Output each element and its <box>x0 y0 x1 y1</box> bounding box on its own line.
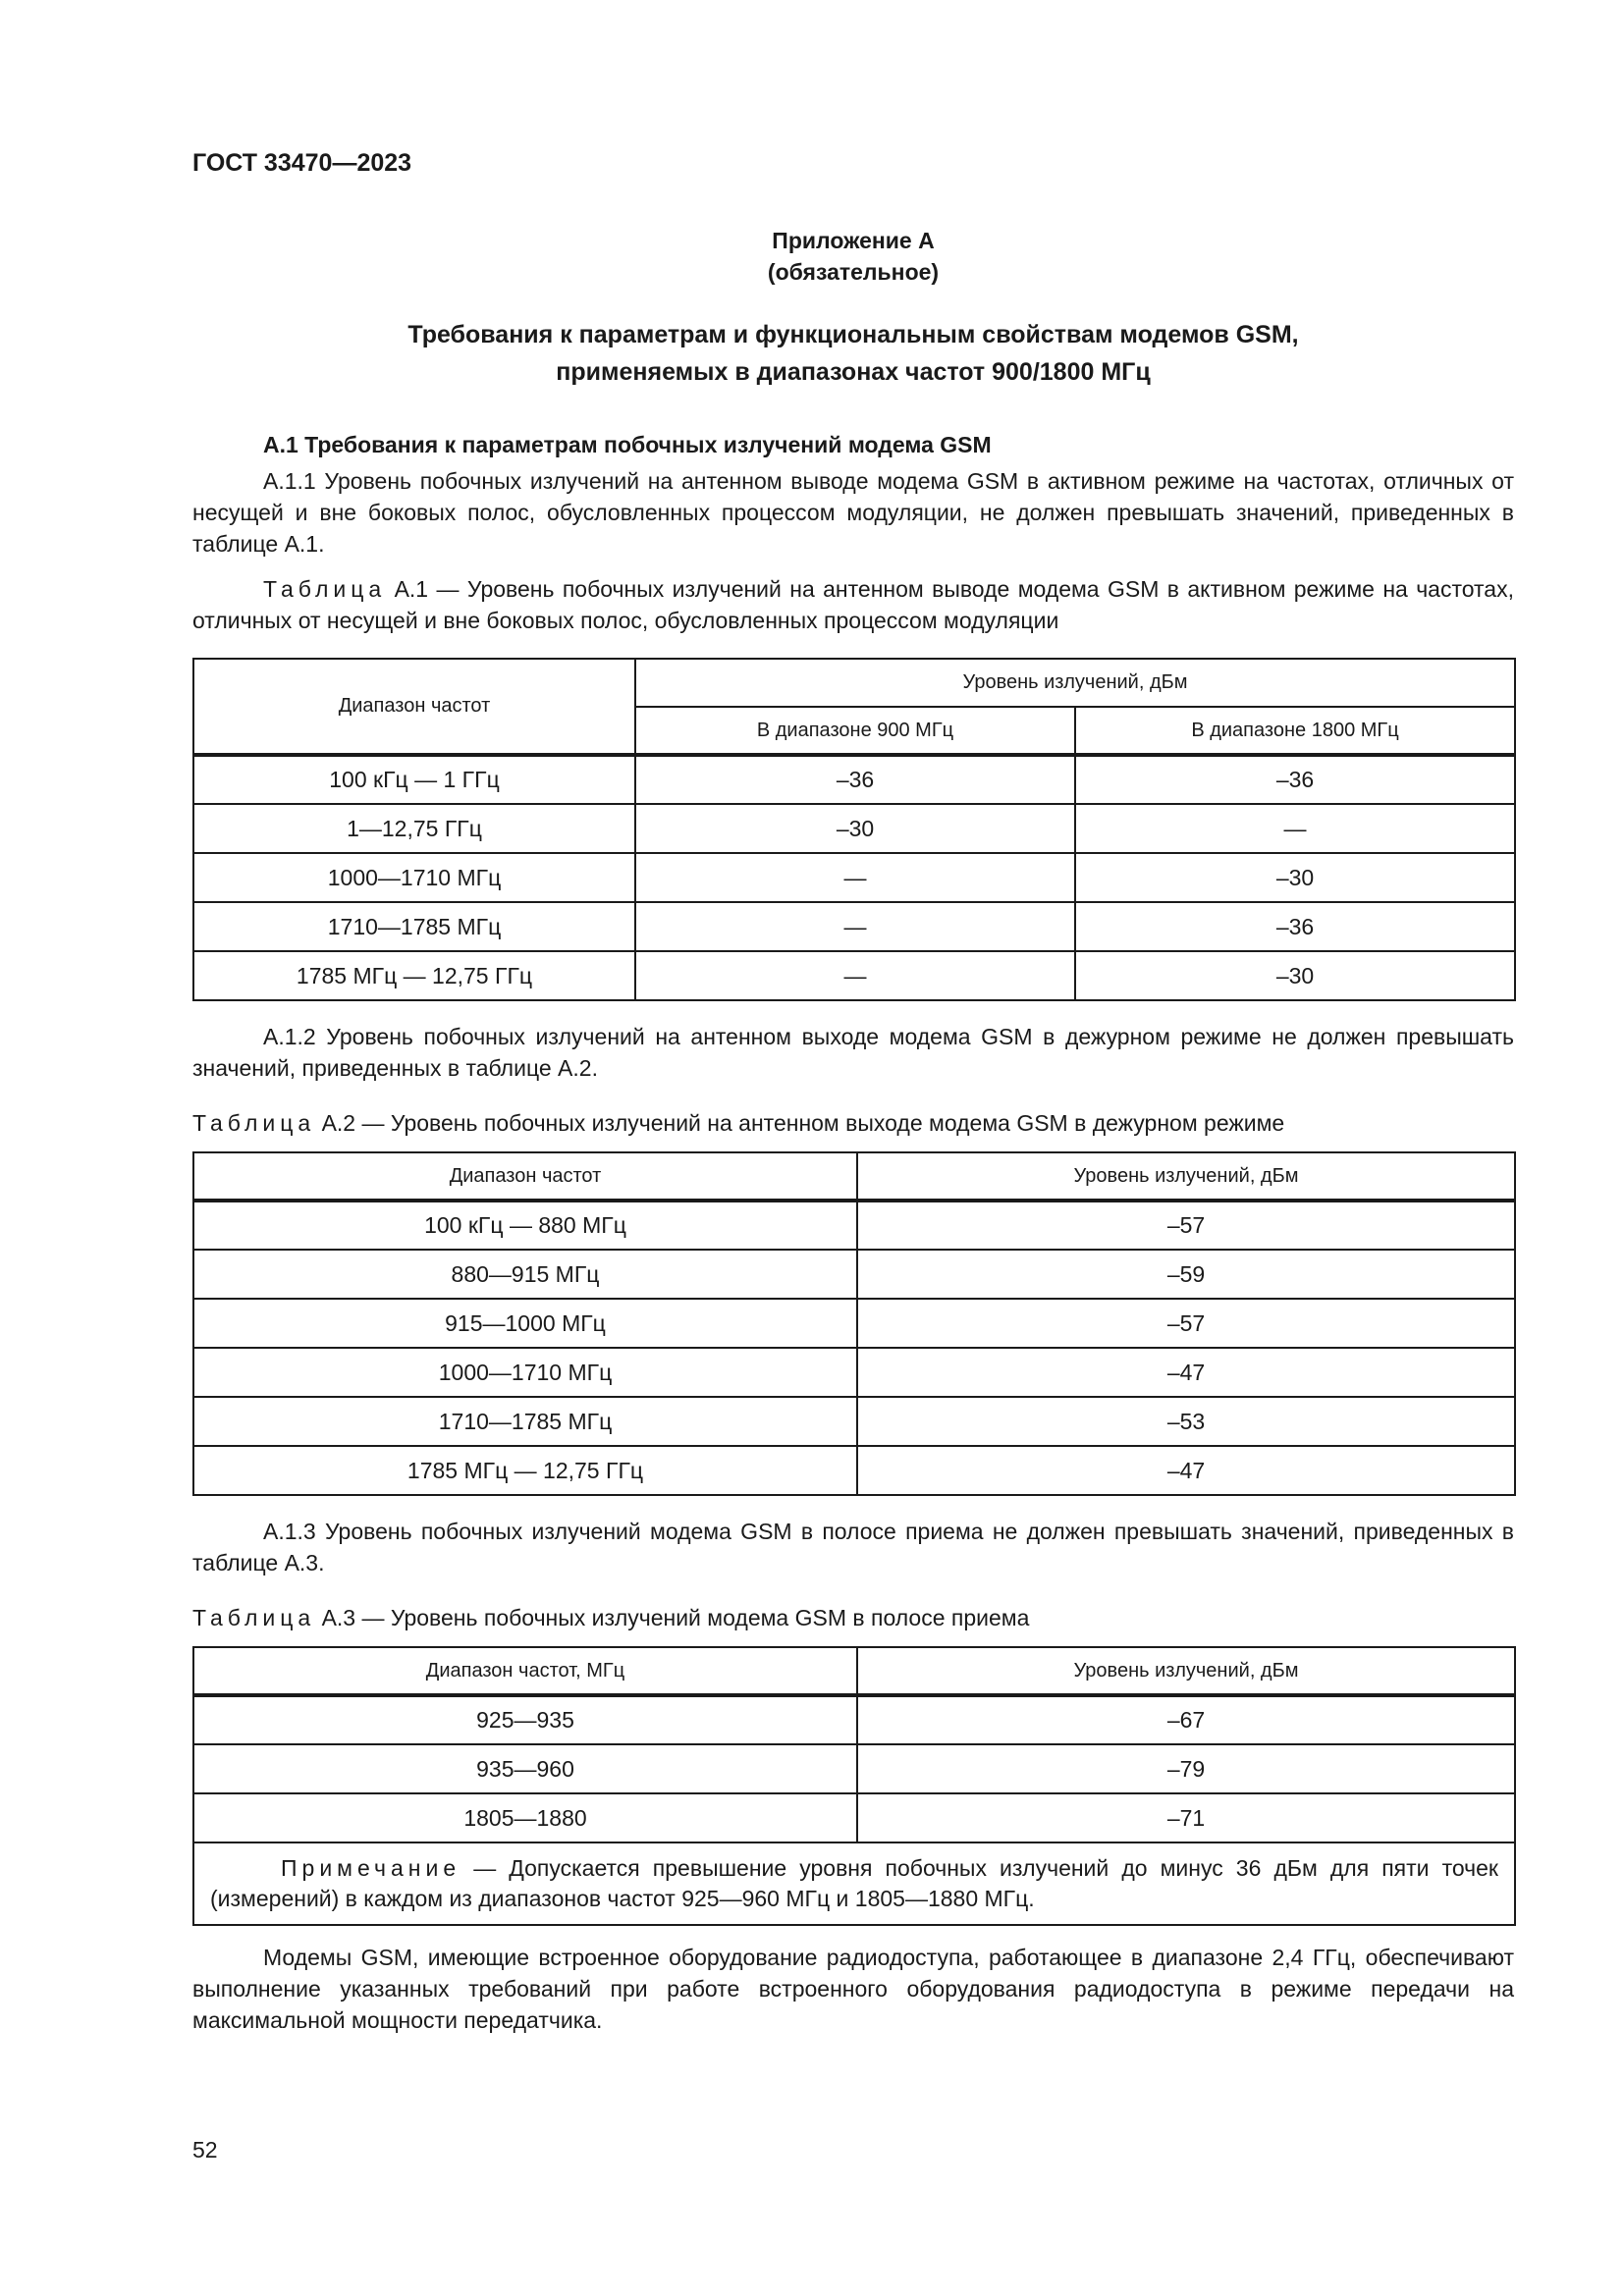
table1-cell-900: –36 <box>635 755 1075 804</box>
table1-cell-range: 1000—1710 МГц <box>193 853 635 902</box>
table3-note <box>193 1842 1515 1925</box>
table2-cell-level: –57 <box>857 1201 1515 1250</box>
table-row <box>193 755 1515 804</box>
table2-cell-level: –47 <box>857 1348 1515 1397</box>
table2-cell-range: 915—1000 МГц <box>193 1299 857 1348</box>
table3-cell-level: –79 <box>857 1744 1515 1793</box>
table1-cell-900: — <box>635 853 1075 902</box>
table-row <box>193 1201 1515 1250</box>
table2-caption-label: Таблица <box>192 1110 316 1136</box>
table-row <box>193 1695 1515 1744</box>
table3-caption <box>192 1602 1514 1633</box>
table1-cell-1800: –30 <box>1075 951 1515 1000</box>
table1-cell-1800: –30 <box>1075 853 1515 902</box>
table3-cell-level: –67 <box>857 1695 1515 1744</box>
table-row <box>193 1348 1515 1397</box>
appendix-title-line2: применяемых в диапазонах частот 900/1800 МГц <box>556 358 1151 386</box>
table-a1 <box>192 658 1516 1001</box>
paragraph-a12: А.1.2 Уровень побочных излучений на антенном выходе модема GSM в дежурном режиме не должен превышать значений, приведенных в таблице А.2. <box>192 1024 1514 1081</box>
table2-cell-range: 1710—1785 МГц <box>193 1397 857 1446</box>
table3-cell-level: –71 <box>857 1793 1515 1842</box>
table3-note-label: Примечание <box>281 1855 461 1881</box>
table-a3 <box>192 1646 1516 1926</box>
table3-header-level: Уровень излучений, дБм <box>857 1647 1515 1695</box>
table2-caption <box>192 1107 1514 1139</box>
table1-cell-range: 100 кГц — 1 ГГц <box>193 755 635 804</box>
table3-header-range: Диапазон частот, МГц <box>193 1647 857 1695</box>
table3-caption-label: Таблица <box>192 1605 316 1630</box>
table1-cell-range: 1785 МГц — 12,75 ГГц <box>193 951 635 1000</box>
table2-cell-level: –53 <box>857 1397 1515 1446</box>
table3-cell-range: 935—960 <box>193 1744 857 1793</box>
table2-cell-range: 100 кГц — 880 МГц <box>193 1201 857 1250</box>
table-a2 <box>192 1151 1516 1496</box>
table1-cell-range: 1710—1785 МГц <box>193 902 635 951</box>
table2-cell-level: –59 <box>857 1250 1515 1299</box>
table-row <box>193 951 1515 1000</box>
table2-cell-range: 1000—1710 МГц <box>193 1348 857 1397</box>
table3-cell-range: 925—935 <box>193 1695 857 1744</box>
table1-caption-text: А.1 — Уровень побочных излучений на антенном выводе модема GSM в активном режиме на частотах, отличных от несущей и вне боковых полос, обусловленных процессом модуляции <box>192 576 1514 633</box>
table2-header-range: Диапазон частот <box>193 1152 857 1201</box>
table2-cell-level: –47 <box>857 1446 1515 1495</box>
table1-caption-label: Таблица <box>263 576 387 602</box>
paragraph-final: Модемы GSM, имеющие встроенное оборудование радиодоступа, работающее в диапазоне 2,4 ГГц, обеспечивают выполнение указанных требований при работе встроенного оборудования радиодоступа в режиме передачи на максимальной мощности передатчика. <box>192 1945 1514 2033</box>
table1-header-range: Диапазон частот <box>193 659 635 755</box>
standard-number: ГОСТ 33470—2023 <box>192 149 412 177</box>
section-a1-heading: А.1 Требования к параметрам побочных излучений модема GSM <box>263 432 992 457</box>
paragraph-a11: А.1.1 Уровень побочных излучений на антенном выводе модема GSM в активном режиме на частотах, отличных от несущей и вне боковых полос, обусловленных процессом модуляции, не должен превышать значений, приведенных в таблице А.1. <box>192 468 1514 557</box>
table2-cell-range: 1785 МГц — 12,75 ГГц <box>193 1446 857 1495</box>
table1-header-900: В диапазоне 900 МГц <box>635 707 1075 755</box>
appendix-label: Приложение А <box>772 228 935 253</box>
table1-cell-1800: — <box>1075 804 1515 853</box>
paragraph-a13: А.1.3 Уровень побочных излучений модема GSM в полосе приема не должен превышать значений, приведенных в таблице А.3. <box>192 1519 1514 1575</box>
table3-note-row <box>193 1842 1515 1925</box>
table-row <box>193 853 1515 902</box>
table1-cell-900: — <box>635 902 1075 951</box>
table1-cell-900: –30 <box>635 804 1075 853</box>
table3-cell-range: 1805—1880 <box>193 1793 857 1842</box>
table1-cell-1800: –36 <box>1075 755 1515 804</box>
appendix-status: (обязательное) <box>767 259 940 285</box>
appendix-title-line1: Требования к параметрам и функциональным свойствам модемов GSM, <box>407 321 1299 348</box>
table-row <box>193 1250 1515 1299</box>
table2-header-level: Уровень излучений, дБм <box>857 1152 1515 1201</box>
table3-caption-text: А.3 — Уровень побочных излучений модема GSM в полосе приема <box>315 1605 1030 1630</box>
table1-caption <box>192 573 1514 636</box>
table-row <box>193 1744 1515 1793</box>
table1-cell-1800: –36 <box>1075 902 1515 951</box>
table-row <box>193 1397 1515 1446</box>
table1-cell-900: — <box>635 951 1075 1000</box>
page-number: 52 <box>192 2137 218 2163</box>
table3-note-text: — Допускается превышение уровня побочных излучений до минус 36 дБм для пяти точек (измерений) в каждом из диапазонов частот 925—960 МГц и 1805—1880 МГц. <box>210 1855 1498 1911</box>
table-row <box>193 1793 1515 1842</box>
table2-caption-text: А.2 — Уровень побочных излучений на антенном выходе модема GSM в дежурном режиме <box>315 1110 1285 1136</box>
table1-header-level: Уровень излучений, дБм <box>635 659 1515 707</box>
table-row <box>193 902 1515 951</box>
table2-cell-range: 880—915 МГц <box>193 1250 857 1299</box>
table1-cell-range: 1—12,75 ГГц <box>193 804 635 853</box>
table-row <box>193 804 1515 853</box>
appendix-title <box>192 316 1514 391</box>
table2-cell-level: –57 <box>857 1299 1515 1348</box>
table-row <box>193 1299 1515 1348</box>
table1-header-1800: В диапазоне 1800 МГц <box>1075 707 1515 755</box>
table-row <box>193 1446 1515 1495</box>
